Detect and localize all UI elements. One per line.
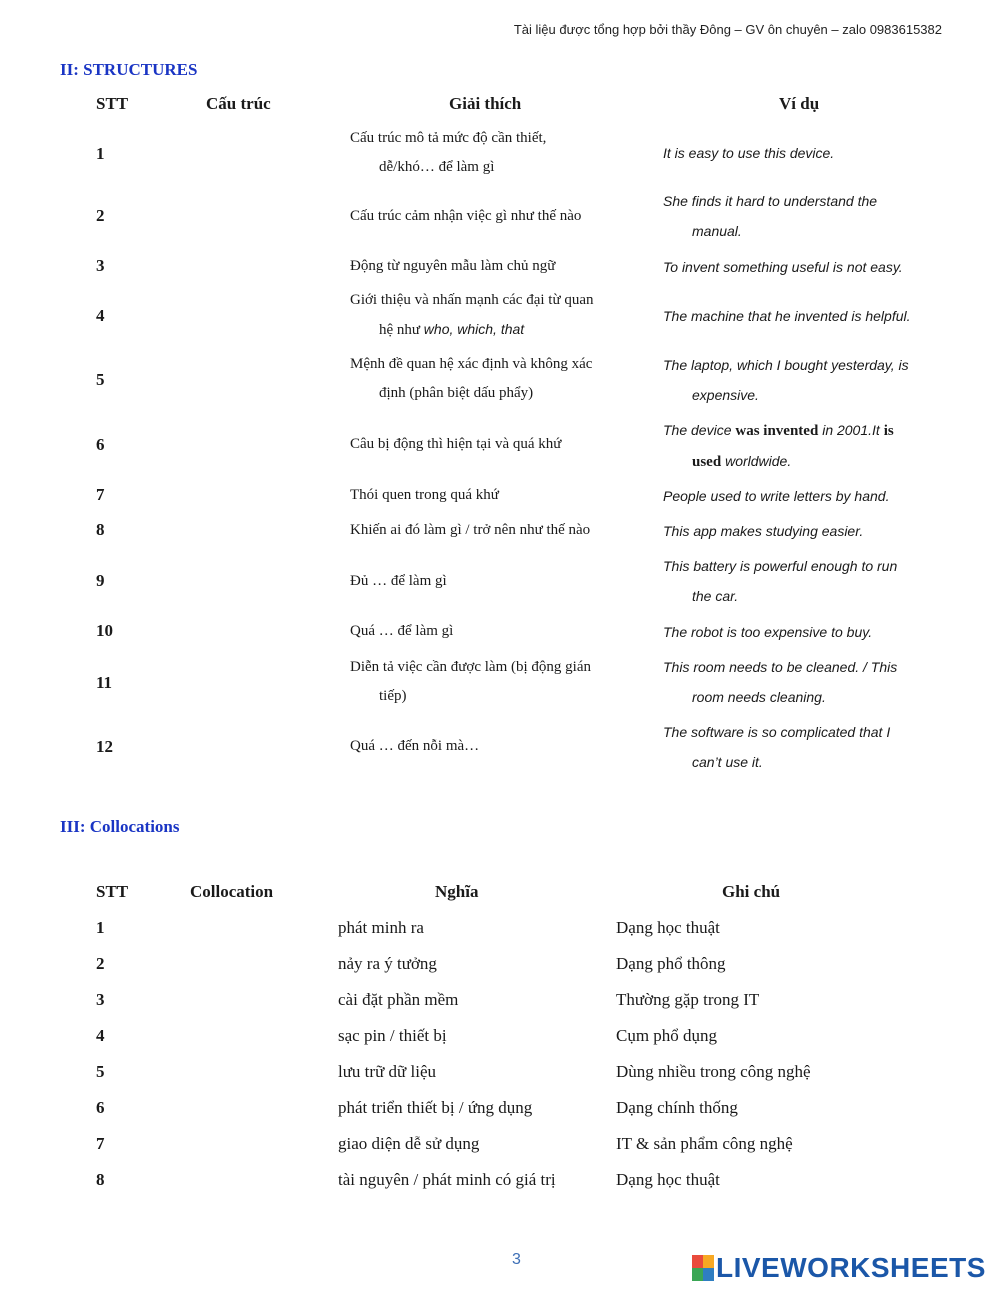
table-row bbox=[0, 918, 1000, 954]
row-meaning: sạc pin / thiết bị bbox=[338, 1026, 447, 1045]
column-header-example: Ví dụ bbox=[779, 94, 820, 113]
logo-tile-green bbox=[692, 1268, 703, 1281]
logo-tile-red bbox=[692, 1255, 703, 1268]
row-number: 6 bbox=[96, 435, 105, 454]
row-explanation: Diễn tả việc cần được làm (bị động gián tiếp) bbox=[350, 659, 591, 704]
column-header-explanation: Giải thích bbox=[449, 94, 522, 113]
row-example: This room needs to be cleaned. / This room needs cleaning. bbox=[663, 659, 898, 705]
row-number: 7 bbox=[96, 1134, 105, 1153]
row-number: 1 bbox=[96, 144, 105, 163]
row-number: 11 bbox=[96, 673, 113, 692]
row-number: 9 bbox=[96, 571, 105, 590]
row-meaning: lưu trữ dữ liệu bbox=[338, 1062, 436, 1081]
row-explanation: Mệnh đề quan hệ xác định và không xác định (phân biệt dấu phẩy) bbox=[350, 356, 593, 401]
row-note: IT & sản phẩm công nghệ bbox=[616, 1134, 793, 1153]
row-number: 4 bbox=[96, 1026, 105, 1045]
row-note: Dạng chính thống bbox=[616, 1098, 738, 1117]
section-title-collocations: III: Collocations bbox=[60, 817, 180, 836]
row-explanation: Cấu trúc mô tả mức độ cần thiết, dễ/khó… để làm gì bbox=[350, 130, 547, 175]
row-number: 5 bbox=[96, 1062, 105, 1081]
row-example: This app makes studying easier. bbox=[663, 523, 864, 539]
logo-text: LIVEWORKSHEETS bbox=[716, 1252, 986, 1283]
row-number: 2 bbox=[96, 954, 105, 973]
row-number: 12 bbox=[96, 737, 113, 756]
row-explanation: Quá … để làm gì bbox=[350, 623, 454, 639]
row-example: The laptop, which I bought yesterday, is expensive. bbox=[663, 357, 909, 403]
row-number: 4 bbox=[96, 306, 105, 325]
row-example: The machine that he invented is helpful. bbox=[663, 308, 911, 324]
row-example: It is easy to use this device. bbox=[663, 145, 835, 161]
row-example: To invent something useful is not easy. bbox=[663, 259, 903, 275]
row-meaning: giao diện dễ sử dụng bbox=[338, 1134, 480, 1153]
column-header-collocation: Collocation bbox=[190, 882, 274, 901]
table-row bbox=[0, 1062, 1000, 1098]
row-explanation: Khiến ai đó làm gì / trở nên như thế nào bbox=[350, 522, 591, 538]
row-example: People used to write letters by hand. bbox=[663, 488, 890, 504]
logo-tile-yellow bbox=[703, 1255, 714, 1268]
row-number: 5 bbox=[96, 370, 105, 389]
section-title-structures: II: STRUCTURES bbox=[60, 60, 198, 79]
liveworksheets-logo[interactable] bbox=[692, 1252, 986, 1284]
column-header-meaning: Nghĩa bbox=[435, 882, 479, 901]
liveworksheets-logo-icon bbox=[692, 1255, 714, 1281]
row-explanation: Giới thiệu và nhấn mạnh các đại từ quan hệ như who, which, that bbox=[350, 292, 594, 338]
page-number: 3 bbox=[512, 1251, 521, 1268]
row-example: She finds it hard to understand the manual. bbox=[663, 193, 878, 239]
row-number: 1 bbox=[96, 918, 105, 937]
header-note: Tài liệu được tổng hợp bởi thầy Đông – GV ôn chuyên – zalo 0983615382 bbox=[513, 22, 942, 37]
row-number: 8 bbox=[96, 520, 105, 539]
row-note: Dạng học thuật bbox=[616, 918, 720, 937]
row-explanation: Thói quen trong quá khứ bbox=[350, 487, 499, 503]
row-number: 3 bbox=[96, 256, 105, 275]
column-header-note: Ghi chú bbox=[722, 882, 781, 901]
row-number: 3 bbox=[96, 990, 105, 1009]
row-number: 6 bbox=[96, 1098, 105, 1117]
table-row bbox=[0, 1134, 1000, 1170]
row-note: Dạng học thuật bbox=[616, 1170, 720, 1189]
row-example: The robot is too expensive to buy. bbox=[663, 624, 873, 640]
row-explanation: Động từ nguyên mẫu làm chủ ngữ bbox=[350, 258, 556, 274]
table-row bbox=[0, 1098, 1000, 1134]
row-explanation: Câu bị động thì hiện tại và quá khứ bbox=[350, 436, 562, 452]
row-example: This battery is powerful enough to run the car. bbox=[663, 558, 898, 604]
row-explanation: Quá … đến nỗi mà… bbox=[350, 738, 480, 754]
table-row bbox=[0, 1170, 1000, 1206]
table-row bbox=[0, 990, 1000, 1026]
row-explanation: Đủ … để làm gì bbox=[350, 573, 447, 589]
row-note: Dùng nhiều trong công nghệ bbox=[616, 1062, 811, 1081]
row-example: The software is so complicated that I can’t use it. bbox=[663, 724, 891, 770]
table-row bbox=[0, 1026, 1000, 1062]
row-meaning: cài đặt phần mềm bbox=[338, 990, 459, 1009]
row-explanation: Cấu trúc cảm nhận việc gì như thế nào bbox=[350, 208, 582, 224]
logo-tile-blue bbox=[703, 1268, 714, 1281]
column-header-structure: Cấu trúc bbox=[206, 94, 271, 113]
row-meaning: tài nguyên / phát minh có giá trị bbox=[338, 1170, 556, 1189]
column-header-stt: STT bbox=[96, 882, 129, 901]
row-meaning: nảy ra ý tưởng bbox=[338, 954, 437, 973]
row-example: The device was invented in 2001.It is used worldwide. bbox=[663, 422, 894, 470]
row-note: Dạng phổ thông bbox=[616, 954, 726, 973]
row-number: 2 bbox=[96, 206, 105, 225]
table-row bbox=[0, 954, 1000, 990]
row-number: 10 bbox=[96, 621, 113, 640]
column-header-stt: STT bbox=[96, 94, 129, 113]
row-meaning: phát minh ra bbox=[338, 918, 424, 937]
row-number: 7 bbox=[96, 485, 105, 504]
row-note: Cụm phổ dụng bbox=[616, 1026, 718, 1045]
row-meaning: phát triển thiết bị / ứng dụng bbox=[338, 1098, 533, 1117]
row-number: 8 bbox=[96, 1170, 105, 1189]
row-note: Thường gặp trong IT bbox=[616, 990, 760, 1009]
